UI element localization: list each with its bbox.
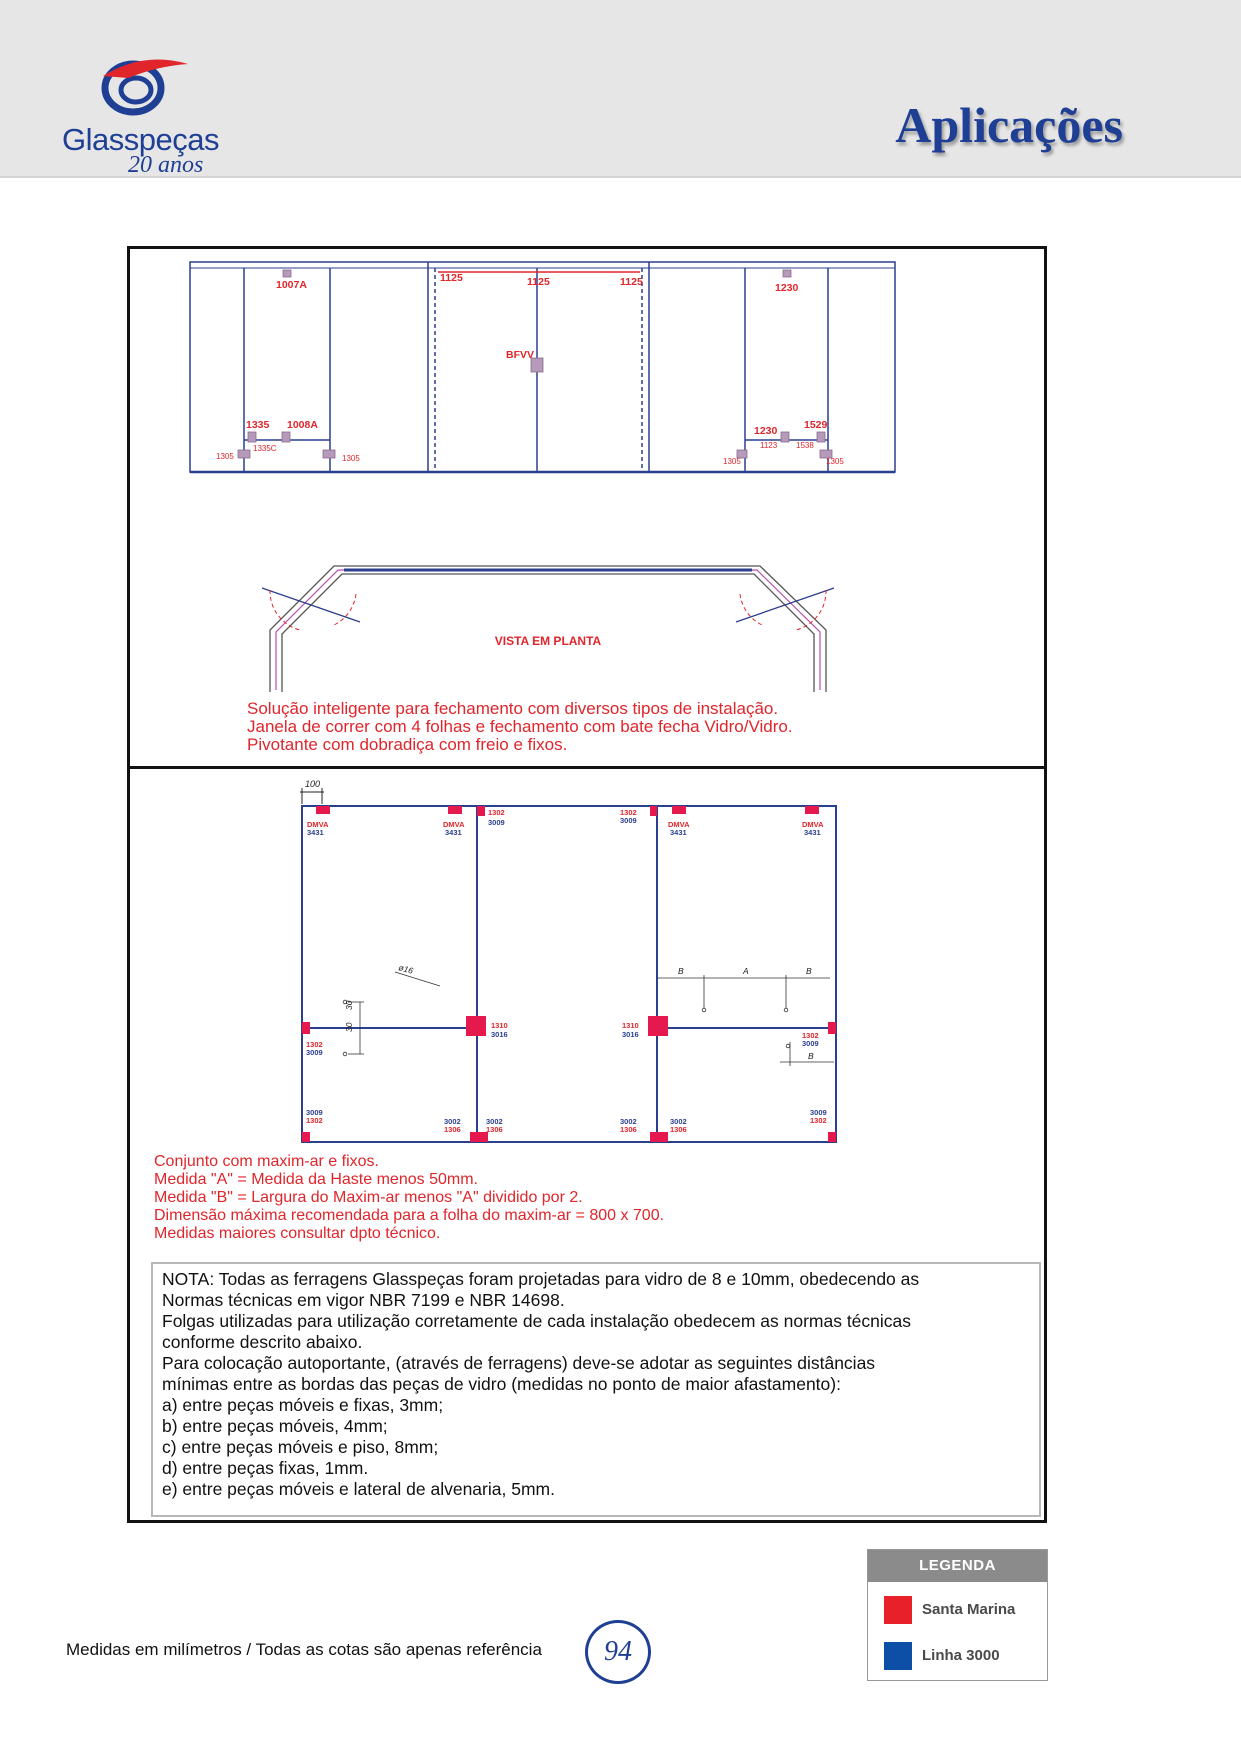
label-1230-bottom: 1230 [754, 425, 778, 437]
nota-line: Folgas utilizadas para utilização corretamente de cada instalação obedecem as normas técnicas [162, 1311, 912, 1331]
nota-line: NOTA: Todas as ferragens Glasspeças foram projetadas para vidro de 8 e 10mm, obedecendo as [162, 1269, 920, 1289]
label-3009-2: 3009 [620, 816, 637, 825]
logo-text: Glasspeças [62, 122, 219, 157]
label-1306-2: 1306 [486, 1125, 503, 1134]
label-1302-3: 1302 [306, 1040, 323, 1049]
label-1538: 1538 [796, 441, 814, 450]
label-dmva-2: DMVA [443, 820, 465, 829]
label-3002-2: 3002 [486, 1117, 503, 1126]
footer-note: Medidas em milímetros / Todas as cotas são apenas referência [66, 1640, 542, 1659]
label-3009-4: 3009 [802, 1039, 819, 1048]
label-1007a: 1007A [276, 279, 307, 291]
label-1302-1: 1302 [488, 808, 505, 817]
note-line: Pivotante com dobradiça com freio e fixos. [247, 735, 568, 754]
label-3431-1: 3431 [307, 828, 324, 837]
label-1529: 1529 [804, 419, 828, 431]
label-3002-1: 3002 [444, 1117, 461, 1126]
label-1305-a: 1305 [216, 452, 234, 461]
legend-swatch-red [884, 1596, 912, 1624]
note-line: Medidas maiores consultar dpto técnico. [154, 1225, 441, 1242]
label-3009-6: 3009 [810, 1108, 827, 1117]
nota-box [151, 1262, 1041, 1517]
legend-item-santa-marina [884, 1596, 1015, 1624]
dim-phi16: ø16 [397, 962, 415, 976]
nota-line: b) entre peças móveis, 4mm; [162, 1416, 388, 1436]
label-1125-c: 1125 [620, 276, 643, 288]
note-line: Janela de correr com 4 folhas e fechamento com bate fecha Vidro/Vidro. [247, 717, 793, 736]
label-1302-5: 1302 [306, 1116, 323, 1125]
label-1008a: 1008A [287, 419, 318, 431]
notes-section-1 [247, 700, 793, 754]
label-1310-2: 1310 [622, 1021, 639, 1030]
page-title: Aplicações [895, 97, 1123, 153]
label-bfvv: BFVV [506, 349, 535, 361]
label-1305-b: 1305 [342, 454, 360, 463]
label-1302-6: 1302 [810, 1116, 827, 1125]
nota-line: c) entre peças móveis e piso, 8mm; [162, 1437, 439, 1457]
label-3002-4: 3002 [670, 1117, 687, 1126]
label-dmva-1: DMVA [307, 820, 329, 829]
legend-swatch-blue [884, 1642, 912, 1670]
note-line: Dimensão máxima recomendada para a folha do maxim-ar = 800 x 700. [154, 1207, 665, 1224]
nota-line: mínimas entre as bordas das peças de vidro (medidas no ponto de maior afastamento): [162, 1374, 841, 1394]
label-3009-3: 3009 [306, 1048, 323, 1057]
label-3009-1: 3009 [488, 818, 505, 827]
label-1305-c: 1305 [723, 457, 741, 466]
label-1123: 1123 [760, 441, 778, 450]
plan-view-label: VISTA EM PLANTA [494, 634, 602, 648]
nota-line: Para colocação autoportante, (através de ferragens) deve-se adotar as seguintes distâncias [162, 1353, 876, 1373]
page-number: 94 [585, 1620, 651, 1684]
label-3431-2: 3431 [445, 828, 462, 837]
legend-title: LEGENDA [868, 1550, 1047, 1582]
plan-view [262, 566, 834, 692]
label-1230-top: 1230 [775, 282, 799, 294]
nota-line: a) entre peças móveis e fixas, 3mm; [162, 1395, 444, 1415]
label-1310-1: 1310 [491, 1021, 508, 1030]
dim-b-3: B [808, 1051, 814, 1061]
label-3016-1: 3016 [491, 1030, 508, 1039]
note-line: Medida "A" = Medida da Haste menos 50mm. [154, 1171, 478, 1188]
label-dmva-4: DMVA [802, 820, 824, 829]
label-1302-4: 1302 [802, 1031, 819, 1040]
label-3009-5: 3009 [306, 1108, 323, 1117]
legend-label: Santa Marina [922, 1601, 1016, 1618]
label-1335: 1335 [246, 419, 270, 431]
label-1335c: 1335C [253, 444, 277, 453]
legend-item-linha-3000 [884, 1642, 1000, 1670]
label-dmva-3: DMVA [668, 820, 690, 829]
notes-section-2 [154, 1153, 664, 1243]
dim-100: 100 [305, 779, 321, 789]
label-1306-3: 1306 [620, 1125, 637, 1134]
label-1305-d: 1305 [826, 457, 844, 466]
label-1306-1: 1306 [444, 1125, 461, 1134]
label-1125-b: 1125 [527, 276, 550, 288]
note-line: Solução inteligente para fechamento com diversos tipos de instalação. [247, 699, 779, 718]
note-line: Medida "B" = Largura do Maxim-ar menos "A" dividido por 2. [154, 1189, 583, 1206]
elevation-drawing [0, 0, 1241, 770]
dim-b-2: B [806, 966, 812, 976]
label-1125-a: 1125 [440, 272, 463, 284]
maxim-ar-drawing [0, 770, 1241, 1150]
nota-line: Normas técnicas em vigor NBR 7199 e NBR 14698. [162, 1290, 565, 1310]
label-1306-4: 1306 [670, 1125, 687, 1134]
dim-30-b: 30 [344, 1000, 354, 1010]
label-3002-3: 3002 [620, 1117, 637, 1126]
note-line: Conjunto com maxim-ar e fixos. [154, 1153, 379, 1170]
label-1302-2: 1302 [620, 808, 637, 817]
logo-subtitle: 20 anos [128, 152, 204, 178]
dim-b-1: B [678, 966, 684, 976]
legend-box [867, 1549, 1048, 1681]
nota-line: conforme descrito abaixo. [162, 1332, 363, 1352]
legend-label: Linha 3000 [922, 1647, 1000, 1664]
nota-line: d) entre peças fixas, 1mm. [162, 1458, 369, 1478]
label-3431-3: 3431 [670, 828, 687, 837]
label-3016-2: 3016 [622, 1030, 639, 1039]
label-3431-4: 3431 [804, 828, 821, 837]
dim-30-a: 30 [344, 1022, 354, 1032]
dim-a: A [743, 966, 749, 976]
nota-line: e) entre peças móveis e lateral de alvenaria, 5mm. [162, 1479, 555, 1499]
